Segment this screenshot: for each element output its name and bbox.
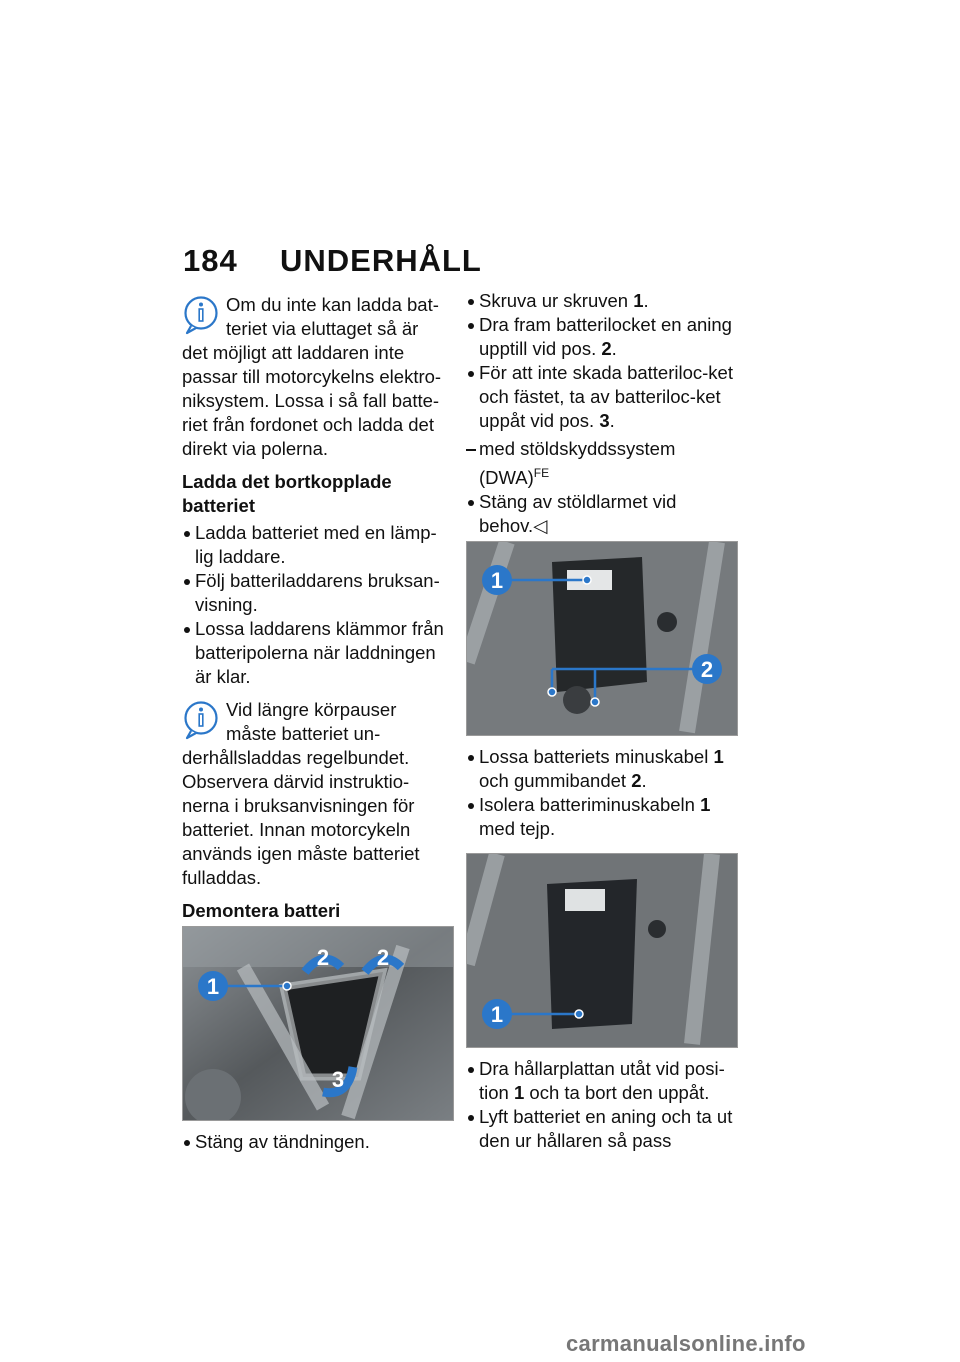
list-item: Stäng av tändningen. — [182, 1130, 452, 1154]
figure1-callout-2a: 2 — [316, 945, 330, 970]
list-item: Dra hållarplattan utåt vid posi-tion 1 och ta bort den uppåt. — [466, 1057, 740, 1105]
list-item: Skruva ur skruven 1. — [466, 289, 740, 313]
info2-line1: Vid längre körpauser — [226, 699, 397, 720]
info-icon — [182, 700, 220, 740]
page-title: UNDERHÅLL — [280, 243, 482, 278]
list-item: Ladda batteriet med en lämp-lig laddare. — [182, 521, 452, 569]
info-icon — [182, 295, 220, 335]
list-item: Lyft batteriet en aning och ta ut den ur hållaren så pass — [466, 1105, 740, 1153]
section-heading-charge-disconnected: Ladda det bortkopplade batteriet — [182, 471, 392, 516]
page-header — [183, 243, 482, 279]
end-mark-icon: ◁ — [533, 515, 548, 536]
figure-battery-holder — [466, 853, 738, 1048]
condition-item: med stöldskyddssystem (DWA)$^{FE}$ — [466, 437, 740, 490]
list-item: Följ batteriladdarens bruksan-visning. — [182, 569, 452, 617]
left-column — [182, 293, 452, 1154]
model-variant-badge: FE — [533, 466, 550, 480]
list-item: Lossa batteriets minuskabel 1 och gummibandet 2. — [466, 745, 740, 793]
info-note-charging — [182, 293, 452, 461]
list-item: Stäng av stöldlarmet vid behov.◁ — [466, 490, 740, 538]
list-item: För att inte skada batteriloc-ket och fästet, ta av batteriloc-ket uppåt vid pos. 3. — [466, 361, 740, 433]
info1-text: det möjligt att laddaren inte passar till motorcykelns elektro-niksystem. Lossa i så fall batte-riet från fordonet och ladda det direkt via polerna. — [182, 342, 442, 459]
figure-battery-cover — [182, 926, 454, 1121]
figure1-callout-3: 3 — [331, 1067, 345, 1092]
figure2-callout-1: 1 — [490, 568, 504, 593]
list-item: Dra fram batterilocket en aning upptill vid pos. 2. — [466, 313, 740, 361]
list-item: Isolera batteriminuskabeln 1 med tejp. — [466, 793, 740, 841]
info2-line2: måste batteriet un- — [226, 723, 381, 744]
info1-line1: Om du inte kan ladda bat- — [226, 294, 439, 315]
section-heading-remove-battery: Demontera batteri — [182, 900, 341, 921]
figure1-callout-1: 1 — [206, 974, 220, 999]
figure3-callout-1: 1 — [490, 1002, 504, 1027]
figure-battery-cable — [466, 541, 738, 736]
info1-line2: teriet via eluttaget så är — [226, 318, 419, 339]
figure1-callout-2b: 2 — [376, 945, 390, 970]
page-number: 184 — [183, 243, 238, 278]
list-item: Lossa laddarens klämmor från batteripolerna när laddningen är klar. — [182, 617, 452, 689]
watermark: carmanualsonline.info — [566, 1331, 806, 1356]
figure2-callout-2: 2 — [700, 657, 714, 682]
info-note-maintenance — [182, 698, 452, 890]
right-column — [466, 289, 740, 1153]
info2-text: derhållsladdas regelbundet. Observera därvid instruktio-nerna i bruksanvisningen för batteriet. Innan motorcykeln används igen måste batteriet fulladdas. — [182, 747, 420, 888]
